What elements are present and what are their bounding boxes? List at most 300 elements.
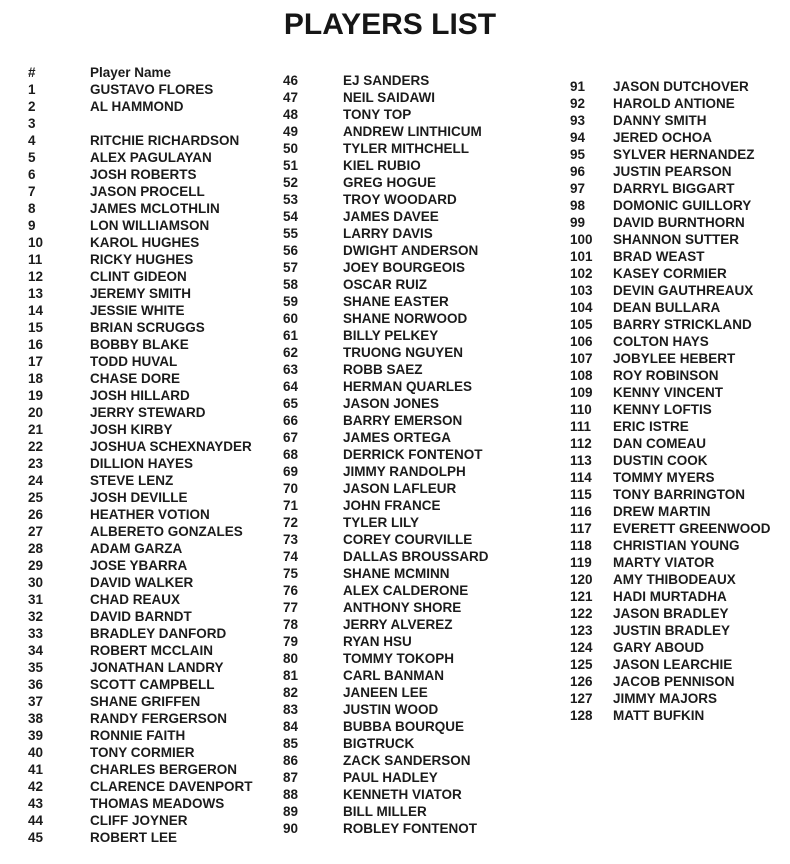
player-number: 106 [570, 334, 593, 349]
player-row [283, 582, 489, 599]
player-name: RITCHIE RICHARDSON [90, 133, 240, 148]
player-number: 91 [570, 79, 586, 94]
player-name: CHAD REAUX [90, 592, 181, 607]
player-number: 54 [283, 209, 299, 224]
player-number: 23 [28, 456, 44, 471]
number-column-header: # [28, 65, 36, 80]
player-row [283, 378, 489, 395]
player-row [28, 642, 253, 659]
player-name: BOBBY BLAKE [90, 337, 189, 352]
player-number: 102 [570, 266, 593, 281]
player-name: JACOB PENNISON [613, 674, 735, 689]
player-number: 90 [283, 821, 299, 836]
player-name: HERMAN QUARLES [343, 379, 473, 394]
player-name: JUSTIN BRADLEY [613, 623, 731, 638]
player-number: 25 [28, 490, 44, 505]
player-row [283, 735, 489, 752]
player-row [570, 656, 771, 673]
player-name: JEREMY SMITH [90, 286, 192, 301]
player-number: 104 [570, 300, 593, 315]
player-number: 99 [570, 215, 586, 230]
player-number: 127 [570, 691, 593, 706]
player-name: MARTY VIATOR [613, 555, 715, 570]
player-name: JIMMY MAJORS [613, 691, 718, 706]
player-name: JASON BRADLEY [613, 606, 729, 621]
player-name: CHRISTIAN YOUNG [613, 538, 740, 553]
player-row [570, 248, 771, 265]
player-row [570, 622, 771, 639]
player-number: 97 [570, 181, 586, 196]
player-row [283, 310, 489, 327]
player-name: GREG HOGUE [343, 175, 437, 190]
player-number: 88 [283, 787, 299, 802]
player-name: JAMES DAVEE [343, 209, 439, 224]
player-row [570, 384, 771, 401]
player-name: SHANNON SUTTER [613, 232, 740, 247]
player-row [28, 795, 253, 812]
player-name: BILLY PELKEY [343, 328, 439, 343]
player-row [28, 472, 253, 489]
player-row [283, 786, 489, 803]
player-row [283, 684, 489, 701]
player-row [570, 435, 771, 452]
player-name: SHANE EASTER [343, 294, 449, 309]
player-name: JOSH KIRBY [90, 422, 173, 437]
table-header [28, 64, 253, 81]
player-name: BRADLEY DANFORD [90, 626, 227, 641]
player-name: RICKY HUGHES [90, 252, 194, 267]
player-name: JASON LEARCHIE [613, 657, 733, 672]
player-name: TOMMY MYERS [613, 470, 715, 485]
player-number: 94 [570, 130, 586, 145]
player-number: 53 [283, 192, 299, 207]
player-row [283, 395, 489, 412]
player-name: TONY BARRINGTON [613, 487, 746, 502]
player-number: 59 [283, 294, 299, 309]
player-name: SCOTT CAMPBELL [90, 677, 215, 692]
player-name: JERED OCHOA [613, 130, 713, 145]
player-number: 40 [28, 745, 44, 760]
player-number: 84 [283, 719, 299, 734]
player-row [28, 761, 253, 778]
player-name: JANEEN LEE [343, 685, 428, 700]
player-number: 2 [28, 99, 36, 114]
player-number: 83 [283, 702, 299, 717]
player-row [28, 98, 253, 115]
player-row [28, 81, 253, 98]
player-name: BARRY STRICKLAND [613, 317, 752, 332]
player-number: 74 [283, 549, 299, 564]
player-row [28, 268, 253, 285]
player-number: 9 [28, 218, 36, 233]
player-number: 119 [570, 555, 592, 570]
player-number: 51 [283, 158, 299, 173]
player-row [283, 72, 489, 89]
player-number: 107 [570, 351, 593, 366]
player-number: 48 [283, 107, 299, 122]
player-name: JAMES MCLOTHLIN [90, 201, 220, 216]
player-row [570, 469, 771, 486]
player-name: JOSE YBARRA [90, 558, 188, 573]
player-number: 75 [283, 566, 299, 581]
player-number: 3 [28, 116, 36, 131]
player-row [283, 667, 489, 684]
player-name: DALLAS BROUSSARD [343, 549, 489, 564]
player-row [570, 146, 771, 163]
player-number: 36 [28, 677, 44, 692]
player-number: 34 [28, 643, 44, 658]
player-name: CLIFF JOYNER [90, 813, 188, 828]
player-name: ALEX CALDERONE [343, 583, 469, 598]
player-number: 55 [283, 226, 299, 241]
player-number: 49 [283, 124, 299, 139]
player-number: 30 [28, 575, 44, 590]
player-name: JASON DUTCHOVER [613, 79, 749, 94]
player-row [28, 489, 253, 506]
player-number: 105 [570, 317, 593, 332]
player-row [283, 769, 489, 786]
player-row [283, 463, 489, 480]
player-row [283, 480, 489, 497]
player-row [570, 316, 771, 333]
player-row [570, 129, 771, 146]
player-number: 123 [570, 623, 593, 638]
player-number: 98 [570, 198, 586, 213]
player-row [570, 486, 771, 503]
player-name: BUBBA BOURQUE [343, 719, 464, 734]
player-number: 95 [570, 147, 586, 162]
player-row [570, 350, 771, 367]
player-name: DEAN BULLARA [613, 300, 721, 315]
player-number: 86 [283, 753, 299, 768]
player-name: SHANE GRIFFEN [90, 694, 201, 709]
player-row [283, 514, 489, 531]
player-number: 121 [570, 589, 593, 604]
player-number: 118 [570, 538, 592, 553]
player-number: 70 [283, 481, 299, 496]
player-name: TYLER MITHCHELL [343, 141, 469, 156]
players-rows-3 [570, 78, 771, 724]
player-name: STEVE LENZ [90, 473, 174, 488]
player-name: HADI MURTADHA [613, 589, 727, 604]
player-name: JAMES ORTEGA [343, 430, 452, 445]
player-number: 96 [570, 164, 586, 179]
player-row [28, 693, 253, 710]
player-row [28, 404, 253, 421]
player-number: 16 [28, 337, 44, 352]
player-row [283, 565, 489, 582]
player-row [570, 333, 771, 350]
player-name: CLINT GIDEON [90, 269, 187, 284]
player-row [283, 106, 489, 123]
player-row [570, 95, 771, 112]
player-row [283, 446, 489, 463]
player-number: 58 [283, 277, 299, 292]
player-row [570, 690, 771, 707]
player-name: DREW MARTIN [613, 504, 711, 519]
player-name: DAVID BURNTHORN [613, 215, 745, 230]
player-number: 69 [283, 464, 299, 479]
player-name: HAROLD ANTIONE [613, 96, 735, 111]
player-row [28, 506, 253, 523]
player-row [283, 548, 489, 565]
player-number: 26 [28, 507, 44, 522]
player-row [28, 523, 253, 540]
player-number: 72 [283, 515, 299, 530]
player-row [283, 174, 489, 191]
player-name: EVERETT GREENWOOD [613, 521, 771, 536]
player-number: 27 [28, 524, 44, 539]
player-number: 31 [28, 592, 44, 607]
player-number: 7 [28, 184, 36, 199]
player-row [570, 282, 771, 299]
player-row [570, 503, 771, 520]
player-row [28, 370, 253, 387]
player-row [283, 633, 489, 650]
player-row [283, 327, 489, 344]
player-name: SHANE MCMINN [343, 566, 450, 581]
player-row [28, 387, 253, 404]
player-name: EJ SANDERS [343, 73, 430, 88]
player-row [570, 571, 771, 588]
player-number: 82 [283, 685, 299, 700]
player-number: 11 [28, 252, 43, 267]
player-row [570, 367, 771, 384]
player-name: ROBERT MCCLAIN [90, 643, 213, 658]
player-name: JOBYLEE HEBERT [613, 351, 736, 366]
player-number: 62 [283, 345, 299, 360]
player-row [28, 455, 253, 472]
player-name: RANDY FERGERSON [90, 711, 228, 726]
player-row [283, 497, 489, 514]
player-row [283, 89, 489, 106]
player-name: RYAN HSU [343, 634, 412, 649]
player-number: 45 [28, 830, 44, 845]
player-row [283, 752, 489, 769]
player-number: 6 [28, 167, 36, 182]
player-number: 87 [283, 770, 299, 785]
players-rows-1 [28, 81, 253, 846]
player-name: BILL MILLER [343, 804, 427, 819]
player-number: 57 [283, 260, 299, 275]
player-row [283, 429, 489, 446]
player-number: 24 [28, 473, 44, 488]
player-name: DILLION HAYES [90, 456, 194, 471]
player-number: 8 [28, 201, 36, 216]
player-number: 109 [570, 385, 593, 400]
player-name: AMY THIBODEAUX [613, 572, 736, 587]
player-name: DAN COMEAU [613, 436, 706, 451]
player-number: 81 [283, 668, 299, 683]
player-number: 126 [570, 674, 593, 689]
player-number: 60 [283, 311, 299, 326]
player-number: 14 [28, 303, 44, 318]
player-row [28, 132, 253, 149]
player-name: TRUONG NGUYEN [343, 345, 464, 360]
player-row [28, 234, 253, 251]
player-name: LARRY DAVIS [343, 226, 433, 241]
player-number: 76 [283, 583, 299, 598]
player-number: 21 [28, 422, 44, 437]
player-row [28, 319, 253, 336]
player-name: BRIAN SCRUGGS [90, 320, 205, 335]
player-row [283, 718, 489, 735]
player-row [283, 701, 489, 718]
player-number: 46 [283, 73, 299, 88]
player-number: 103 [570, 283, 593, 298]
player-name: DWIGHT ANDERSON [343, 243, 479, 258]
player-number: 41 [28, 762, 44, 777]
players-rows-2 [283, 72, 489, 837]
player-row [283, 225, 489, 242]
player-name: ROBLEY FONTENOT [343, 821, 478, 836]
player-number: 61 [283, 328, 299, 343]
player-row [570, 537, 771, 554]
player-number: 5 [28, 150, 36, 165]
player-row [283, 361, 489, 378]
player-number: 71 [283, 498, 299, 513]
player-row [28, 710, 253, 727]
player-row [570, 673, 771, 690]
player-row [283, 208, 489, 225]
player-number: 115 [570, 487, 592, 502]
player-name: BARRY EMERSON [343, 413, 463, 428]
player-number: 67 [283, 430, 299, 445]
player-row [283, 259, 489, 276]
player-name: TYLER LILY [343, 515, 420, 530]
player-row [28, 676, 253, 693]
player-number: 18 [28, 371, 44, 386]
player-name: HEATHER VOTION [90, 507, 210, 522]
player-name: JOHN FRANCE [343, 498, 441, 513]
player-name: CHARLES BERGERON [90, 762, 238, 777]
player-number: 47 [283, 90, 299, 105]
player-number: 125 [570, 657, 593, 672]
player-name: CLARENCE DAVENPORT [90, 779, 253, 794]
player-name: ALEX PAGULAYAN [90, 150, 212, 165]
player-number: 43 [28, 796, 44, 811]
player-number: 37 [28, 694, 44, 709]
player-name: JONATHAN LANDRY [90, 660, 224, 675]
player-name: ANTHONY SHORE [343, 600, 462, 615]
player-number: 33 [28, 626, 44, 641]
player-name: JOSH ROBERTS [90, 167, 197, 182]
player-name: JASON JONES [343, 396, 440, 411]
player-name: DEVIN GAUTHREAUX [613, 283, 754, 298]
player-number: 52 [283, 175, 299, 190]
player-number: 117 [570, 521, 592, 536]
player-number: 29 [28, 558, 44, 573]
player-row [283, 191, 489, 208]
player-name: COLTON HAYS [613, 334, 709, 349]
player-name: KENNY VINCENT [613, 385, 724, 400]
players-column-2 [283, 72, 489, 837]
players-column-3 [570, 78, 771, 724]
player-number: 17 [28, 354, 44, 369]
player-name: DOMONIC GUILLORY [613, 198, 752, 213]
player-number: 77 [283, 600, 299, 615]
player-name: GUSTAVO FLORES [90, 82, 214, 97]
player-number: 89 [283, 804, 299, 819]
player-number: 116 [570, 504, 592, 519]
player-row [570, 299, 771, 316]
player-row [283, 157, 489, 174]
player-name: LON WILLIAMSON [90, 218, 210, 233]
player-row [283, 820, 489, 837]
player-row [28, 829, 253, 846]
player-number: 112 [570, 436, 592, 451]
player-name: SYLVER HERNANDEZ [613, 147, 755, 162]
player-row [28, 353, 253, 370]
player-number: 42 [28, 779, 44, 794]
player-number: 80 [283, 651, 299, 666]
player-row [570, 197, 771, 214]
player-number: 20 [28, 405, 44, 420]
player-row [28, 251, 253, 268]
player-number: 128 [570, 708, 593, 723]
player-number: 124 [570, 640, 593, 655]
player-number: 13 [28, 286, 44, 301]
player-number: 1 [28, 82, 36, 97]
player-row [28, 336, 253, 353]
player-name: JOSH HILLARD [90, 388, 190, 403]
player-name: JESSIE WHITE [90, 303, 185, 318]
player-number: 4 [28, 133, 36, 148]
player-name: JASON PROCELL [90, 184, 205, 199]
player-row [570, 588, 771, 605]
player-row [28, 183, 253, 200]
page-title: PLAYERS LIST [283, 8, 497, 41]
player-name: MATT BUFKIN [613, 708, 705, 723]
player-name: JOSH DEVILLE [90, 490, 188, 505]
player-row [28, 115, 253, 132]
player-row [283, 650, 489, 667]
player-row [28, 625, 253, 642]
player-name: DARRYL BIGGART [613, 181, 735, 196]
player-number: 93 [570, 113, 586, 128]
player-row [28, 438, 253, 455]
name-column-header: Player Name [90, 65, 172, 80]
player-row [570, 265, 771, 282]
player-name: JOSHUA SCHEXNAYDER [90, 439, 252, 454]
player-row [28, 591, 253, 608]
player-row [28, 302, 253, 319]
player-row [28, 608, 253, 625]
player-number: 12 [28, 269, 44, 284]
player-name: KENNY LOFTIS [613, 402, 712, 417]
player-name: DAVID BARNDT [90, 609, 192, 624]
player-name: GARY ABOUD [613, 640, 705, 655]
player-name: SHANE NORWOOD [343, 311, 468, 326]
player-name: THOMAS MEADOWS [90, 796, 225, 811]
player-row [570, 605, 771, 622]
player-number: 64 [283, 379, 299, 394]
player-row [28, 727, 253, 744]
player-name: KENNETH VIATOR [343, 787, 462, 802]
player-number: 120 [570, 572, 593, 587]
player-name: ANDREW LINTHICUM [343, 124, 482, 139]
player-number: 100 [570, 232, 593, 247]
player-name: JUSTIN WOOD [343, 702, 439, 717]
player-number: 39 [28, 728, 44, 743]
player-row [283, 616, 489, 633]
player-name: JERRY ALVEREZ [343, 617, 453, 632]
player-row [283, 242, 489, 259]
player-row [28, 778, 253, 795]
player-name: COREY COURVILLE [343, 532, 473, 547]
player-row [570, 452, 771, 469]
player-number: 85 [283, 736, 299, 751]
